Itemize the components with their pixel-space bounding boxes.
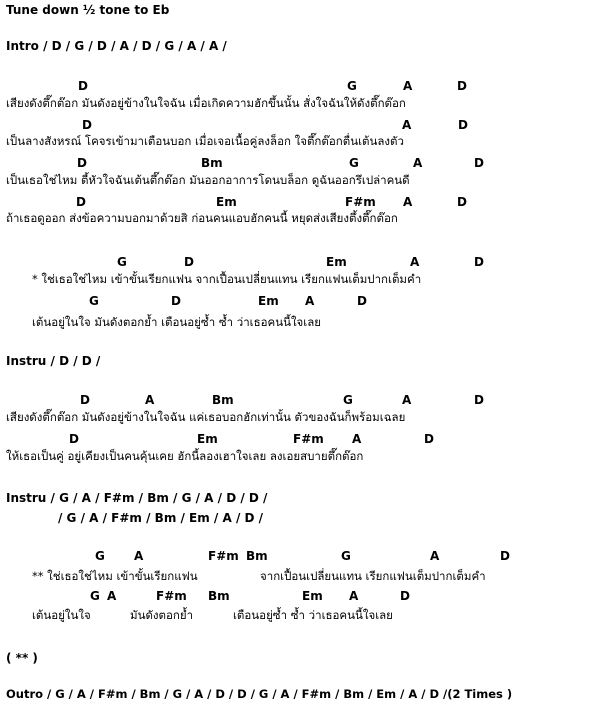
lyric-line: ** ใช่เธอใช่ไหม เข้าขั้นเรียกแฟน bbox=[32, 569, 198, 583]
lyric-line: จากเปื้อนเปลี่ยนแทน เรียกแฟนเต็มปากเต็มคำ bbox=[260, 569, 486, 583]
lyric-line: ให้เธอเป็นคู่ อยู่เคียงเป็นคนคุ้นเคย ฮักนี้ลองเฮาใจเลย ลงเอยสบายตึ๊กต๊อก bbox=[6, 449, 364, 463]
chord: D bbox=[424, 432, 434, 446]
chord: D bbox=[457, 79, 467, 93]
chord: A bbox=[145, 393, 155, 407]
chord: Bm bbox=[208, 589, 230, 603]
chord: D bbox=[474, 156, 484, 170]
chord: A bbox=[410, 255, 420, 269]
chord: G bbox=[90, 589, 100, 603]
chord: A bbox=[430, 549, 440, 563]
lyric-line: เตือนอยู่ซ้ำ ซ้ำ ว่าเธอคนนี้ใจเลย bbox=[233, 608, 393, 622]
chord: F#m bbox=[156, 589, 187, 603]
chord: D bbox=[184, 255, 194, 269]
lyric-line: เต้นอยู่ในใจ มันดังตอกย้ำ เตือนอยู่ซ้ำ ซ้ำ ว่าเธอคนนี้ใจเลย bbox=[32, 315, 322, 329]
lyric-line: เต้นอยู่ในใจ bbox=[32, 608, 91, 622]
instrumental-progression: Instru / G / A / F#m / Bm / G / A / D / D / bbox=[6, 491, 268, 505]
lyric-line: เสียงดังตึ๊กต๊อก มันดังอยู่ข้างในใจฉัน เมื่อเกิดความฮักขึ้นนั้น สั่งใจฉันให้ดังตึ๊กต๊อก bbox=[6, 96, 406, 110]
instrumental-progression: Instru / D / D / bbox=[6, 354, 101, 368]
chord: Em bbox=[197, 432, 218, 446]
chord: Bm bbox=[212, 393, 234, 407]
chord: F#m bbox=[345, 195, 376, 209]
repeat-marker: ( ** ) bbox=[6, 651, 38, 665]
chord: A bbox=[305, 294, 315, 308]
chord: A bbox=[403, 195, 413, 209]
chord: D bbox=[77, 156, 87, 170]
tuning-note: Tune down ½ tone to Eb bbox=[6, 3, 170, 17]
outro-progression: Outro / G / A / F#m / Bm / G / A / D / D / G / A / F#m / Bm / Em / A / D /(2 Times ) bbox=[6, 687, 513, 701]
chord: G bbox=[343, 393, 353, 407]
chord: G bbox=[347, 79, 357, 93]
chord: D bbox=[400, 589, 410, 603]
chord: A bbox=[403, 79, 413, 93]
chord: Em bbox=[326, 255, 347, 269]
chord: G bbox=[89, 294, 99, 308]
lyric-line: * ใช่เธอใช่ไหม เข้าขั้นเรียกแฟน จากเปื้อนเปลี่ยนแทน เรียกแฟนเต็มปากเต็มคำ bbox=[32, 272, 422, 286]
chord: F#m bbox=[208, 549, 239, 563]
chord: Em bbox=[302, 589, 323, 603]
lyric-line: เป็นลางสังหรณ์ โคจรเข้ามาเตือนบอก เมื่อเจอเนื้อคู่ลงล็อก ใจตึ๊กต๊อกตื่นเต้นลงตัว bbox=[6, 134, 404, 148]
chord: F#m bbox=[293, 432, 324, 446]
chord: Em bbox=[258, 294, 279, 308]
chord: D bbox=[500, 549, 510, 563]
chord: G bbox=[117, 255, 127, 269]
chord: D bbox=[457, 195, 467, 209]
chord: D bbox=[80, 393, 90, 407]
chord: D bbox=[357, 294, 367, 308]
chord: Bm bbox=[246, 549, 268, 563]
chord: D bbox=[474, 255, 484, 269]
chord: D bbox=[171, 294, 181, 308]
lyric-line: เป็นเธอใช่ไหม ตี้หัวใจฉันเต้นตึ๊กต๊อก มันออกอาการโดนบล็อก ดูฉันออกรึเปล่าคนดี bbox=[6, 173, 410, 187]
lyric-line: เสียงดังตึ๊กต๊อก มันดังอยู่ข้างในใจฉัน แค่เธอบอกฮักเท่านั้น ตัวของฉันก็พร้อมเฉลย bbox=[6, 410, 406, 424]
chord: A bbox=[402, 118, 412, 132]
chord: D bbox=[78, 79, 88, 93]
lyric-line: ถ้าเธอดูออก ส่งข้อความบอกมาด้วยสิ ก่อนคนแอบฮักคนนี้ หยุดส่งเสียงตึ้งตึ๊กต๊อก bbox=[6, 211, 398, 225]
chord: A bbox=[402, 393, 412, 407]
chord: D bbox=[82, 118, 92, 132]
chord: G bbox=[341, 549, 351, 563]
chord: G bbox=[95, 549, 105, 563]
chord: A bbox=[349, 589, 359, 603]
chord: Em bbox=[216, 195, 237, 209]
intro-progression: Intro / D / G / D / A / D / G / A / A / bbox=[6, 39, 227, 53]
chord: D bbox=[458, 118, 468, 132]
lyric-line: มันดังตอกย้ำ bbox=[130, 608, 194, 622]
chord: G bbox=[349, 156, 359, 170]
chord: Bm bbox=[201, 156, 223, 170]
chord: D bbox=[69, 432, 79, 446]
chord: A bbox=[352, 432, 362, 446]
chord: A bbox=[413, 156, 423, 170]
chord: A bbox=[107, 589, 117, 603]
instrumental-progression: / G / A / F#m / Bm / Em / A / D / bbox=[58, 511, 264, 525]
chord: A bbox=[134, 549, 144, 563]
chord: D bbox=[474, 393, 484, 407]
chord: D bbox=[76, 195, 86, 209]
